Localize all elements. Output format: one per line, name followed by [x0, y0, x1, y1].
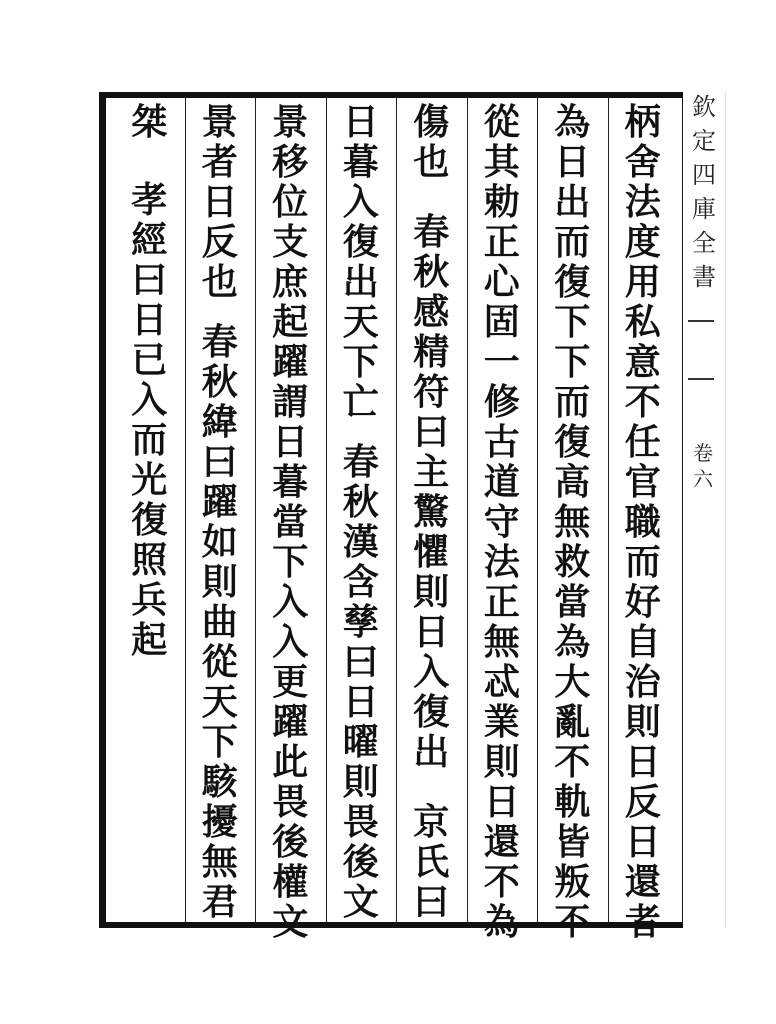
column-char: 還	[483, 821, 520, 863]
column-char: 文	[342, 881, 379, 923]
text-column	[260, 98, 320, 943]
column-char: 擾	[201, 801, 238, 843]
column-char: 不	[554, 901, 591, 943]
column-char: 正	[483, 581, 520, 623]
column-char: 漢	[342, 521, 379, 563]
column-char: 曰	[342, 641, 379, 683]
column-char: 驚	[413, 491, 450, 533]
column-char: 者	[624, 901, 661, 943]
text-column	[331, 98, 391, 922]
column-char: 秋	[201, 361, 238, 403]
column-char: 日	[342, 681, 379, 723]
column-char: 權	[272, 861, 309, 903]
column-char: 孳	[342, 601, 379, 643]
column-char: 春	[413, 211, 450, 253]
column-char: 入	[342, 181, 379, 223]
column-rule	[326, 98, 327, 922]
column-char: 亂	[554, 701, 591, 743]
column-char: 秋	[342, 481, 379, 523]
column-char: 不	[483, 861, 520, 903]
column-char: 謂	[272, 381, 309, 423]
column-char: 位	[272, 181, 309, 223]
column-char: 天	[342, 301, 379, 343]
column-char: 景	[272, 101, 309, 143]
column-char: 孝	[131, 179, 168, 221]
column-char: 一	[483, 341, 520, 383]
margin-title-char: 全	[692, 229, 716, 257]
column-char: 反	[201, 221, 238, 263]
text-column	[401, 98, 461, 922]
margin-title-char: 欽	[692, 93, 716, 121]
column-char: 為	[554, 101, 591, 143]
column-char: 道	[483, 461, 520, 503]
column-char: 則	[413, 571, 450, 613]
column-char: 自	[624, 621, 661, 663]
margin-title-char: 書	[692, 263, 716, 291]
column-char: 京	[413, 801, 450, 843]
column-char: 已	[131, 339, 168, 381]
column-char: 勅	[483, 181, 520, 223]
column-char: 躍	[272, 341, 309, 383]
column-gap	[336, 422, 386, 442]
column-char: 忒	[483, 661, 520, 703]
column-char: 反	[624, 781, 661, 823]
column-char: 主	[413, 451, 450, 493]
column-char: 則	[624, 701, 661, 743]
column-char: 日	[413, 611, 450, 653]
column-char: 其	[483, 141, 520, 183]
column-char: 復	[413, 691, 450, 733]
column-char: 後	[272, 821, 309, 863]
column-char: 官	[624, 461, 661, 503]
column-char: 不	[554, 741, 591, 783]
column-char: 從	[201, 641, 238, 683]
column-char: 更	[272, 661, 309, 703]
column-gap	[406, 772, 456, 802]
column-char: 精	[413, 331, 450, 373]
juan-char: 六	[693, 467, 713, 491]
column-char: 當	[272, 501, 309, 543]
column-char: 日	[131, 299, 168, 341]
column-gap	[406, 182, 456, 212]
column-char: 柄	[624, 101, 661, 143]
column-char: 業	[483, 701, 520, 743]
column-char: 兵	[131, 579, 168, 621]
column-gap	[195, 302, 245, 322]
column-char: 駭	[201, 761, 238, 803]
column-char: 曰	[131, 259, 168, 301]
column-char: 出	[554, 181, 591, 223]
column-char: 復	[131, 499, 168, 541]
text-column	[190, 98, 250, 922]
column-char: 則	[201, 561, 238, 603]
column-char: 固	[483, 301, 520, 343]
column-char: 日	[272, 421, 309, 463]
column-char: 傷	[413, 101, 450, 143]
column-char: 當	[554, 581, 591, 623]
margin-juan-label	[688, 440, 718, 492]
column-char: 入	[131, 379, 168, 421]
column-char: 大	[554, 661, 591, 703]
column-char: 從	[483, 101, 520, 143]
text-column	[613, 98, 673, 943]
fish-tail-mark	[688, 320, 714, 380]
column-char: 下	[201, 721, 238, 763]
column-char: 春	[342, 441, 379, 483]
column-char: 懼	[413, 531, 450, 573]
column-char: 躍	[272, 701, 309, 743]
column-char: 含	[342, 561, 379, 603]
column-char: 好	[624, 581, 661, 623]
column-char: 不	[624, 381, 661, 423]
column-char: 為	[554, 621, 591, 663]
column-char: 也	[413, 141, 450, 183]
column-char: 也	[201, 261, 238, 303]
column-char: 舍	[624, 141, 661, 183]
column-char: 日	[201, 181, 238, 223]
column-char: 氏	[413, 841, 450, 883]
column-char: 日	[554, 141, 591, 183]
column-char: 意	[624, 341, 661, 383]
column-char: 此	[272, 741, 309, 783]
column-char: 正	[483, 221, 520, 263]
column-char: 日	[624, 741, 661, 783]
margin-book-title	[687, 90, 721, 294]
column-char: 入	[272, 621, 309, 663]
column-char: 則	[483, 741, 520, 783]
column-char: 用	[624, 261, 661, 303]
column-char: 出	[342, 261, 379, 303]
outer-margin-rule	[725, 92, 726, 928]
column-char: 光	[131, 459, 168, 501]
column-rule	[185, 98, 186, 922]
column-char: 曰	[201, 441, 238, 483]
column-char: 照	[131, 539, 168, 581]
column-char: 法	[483, 541, 520, 583]
column-char: 亡	[342, 381, 379, 423]
column-char: 皆	[554, 821, 591, 863]
column-char: 職	[624, 501, 661, 543]
column-char: 心	[483, 261, 520, 303]
column-char: 出	[413, 731, 450, 773]
column-char: 無	[483, 621, 520, 663]
column-char: 任	[624, 421, 661, 463]
margin-title-char: 定	[692, 127, 716, 155]
column-char: 下	[272, 541, 309, 583]
column-char: 春	[201, 321, 238, 363]
column-char: 無	[554, 501, 591, 543]
column-char: 景	[201, 101, 238, 143]
column-char: 支	[272, 221, 309, 263]
column-char: 曰	[413, 881, 450, 923]
column-char: 修	[483, 381, 520, 423]
column-char: 軌	[554, 781, 591, 823]
column-char: 入	[272, 581, 309, 623]
column-char: 移	[272, 141, 309, 183]
column-char: 日	[483, 781, 520, 823]
column-char: 秋	[413, 251, 450, 293]
juan-char: 卷	[693, 441, 713, 465]
column-char: 而	[554, 381, 591, 423]
column-char: 無	[201, 841, 238, 883]
column-rule	[608, 98, 609, 922]
column-char: 後	[342, 841, 379, 883]
column-char: 躍	[201, 481, 238, 523]
column-char: 而	[554, 221, 591, 263]
column-char: 經	[131, 219, 168, 261]
column-char: 下	[554, 341, 591, 383]
column-char: 私	[624, 301, 661, 343]
column-char: 暮	[272, 461, 309, 503]
column-char: 為	[483, 901, 520, 943]
margin-title-char: 庫	[692, 195, 716, 223]
column-rule	[467, 98, 468, 922]
column-rule	[396, 98, 397, 922]
column-char: 畏	[272, 781, 309, 823]
column-char: 守	[483, 501, 520, 543]
column-char: 暮	[342, 141, 379, 183]
column-gap	[124, 142, 174, 180]
text-column	[472, 98, 532, 943]
text-column	[119, 98, 179, 922]
column-char: 復	[554, 421, 591, 463]
column-char: 曲	[201, 601, 238, 643]
column-char: 治	[624, 661, 661, 703]
column-char: 復	[554, 261, 591, 303]
column-char: 度	[624, 221, 661, 263]
column-char: 救	[554, 541, 591, 583]
column-char: 曜	[342, 721, 379, 763]
column-char: 而	[131, 419, 168, 461]
column-char: 入	[413, 651, 450, 693]
column-char: 下	[342, 341, 379, 383]
column-char: 而	[624, 541, 661, 583]
column-char: 則	[342, 761, 379, 803]
column-char: 法	[624, 181, 661, 223]
column-char: 者	[201, 141, 238, 183]
column-char: 天	[201, 681, 238, 723]
column-char: 日	[624, 821, 661, 863]
column-char: 還	[624, 861, 661, 903]
column-char: 桀	[131, 101, 168, 143]
column-char: 感	[413, 291, 450, 333]
column-char: 日	[342, 101, 379, 143]
column-char: 畏	[342, 801, 379, 843]
column-char: 緯	[201, 401, 238, 443]
column-char: 庶	[272, 261, 309, 303]
column-char: 文	[272, 901, 309, 943]
column-rule	[537, 98, 538, 922]
column-char: 符	[413, 371, 450, 413]
text-column	[542, 98, 602, 943]
column-char: 君	[201, 881, 238, 923]
column-char: 高	[554, 461, 591, 503]
column-char: 起	[131, 619, 168, 661]
column-char: 如	[201, 521, 238, 563]
column-char: 起	[272, 301, 309, 343]
margin-title-char: 四	[692, 161, 716, 189]
column-rule	[255, 98, 256, 922]
column-char: 古	[483, 421, 520, 463]
column-char: 曰	[413, 411, 450, 453]
column-char: 復	[342, 221, 379, 263]
column-char: 叛	[554, 861, 591, 903]
column-char: 下	[554, 301, 591, 343]
